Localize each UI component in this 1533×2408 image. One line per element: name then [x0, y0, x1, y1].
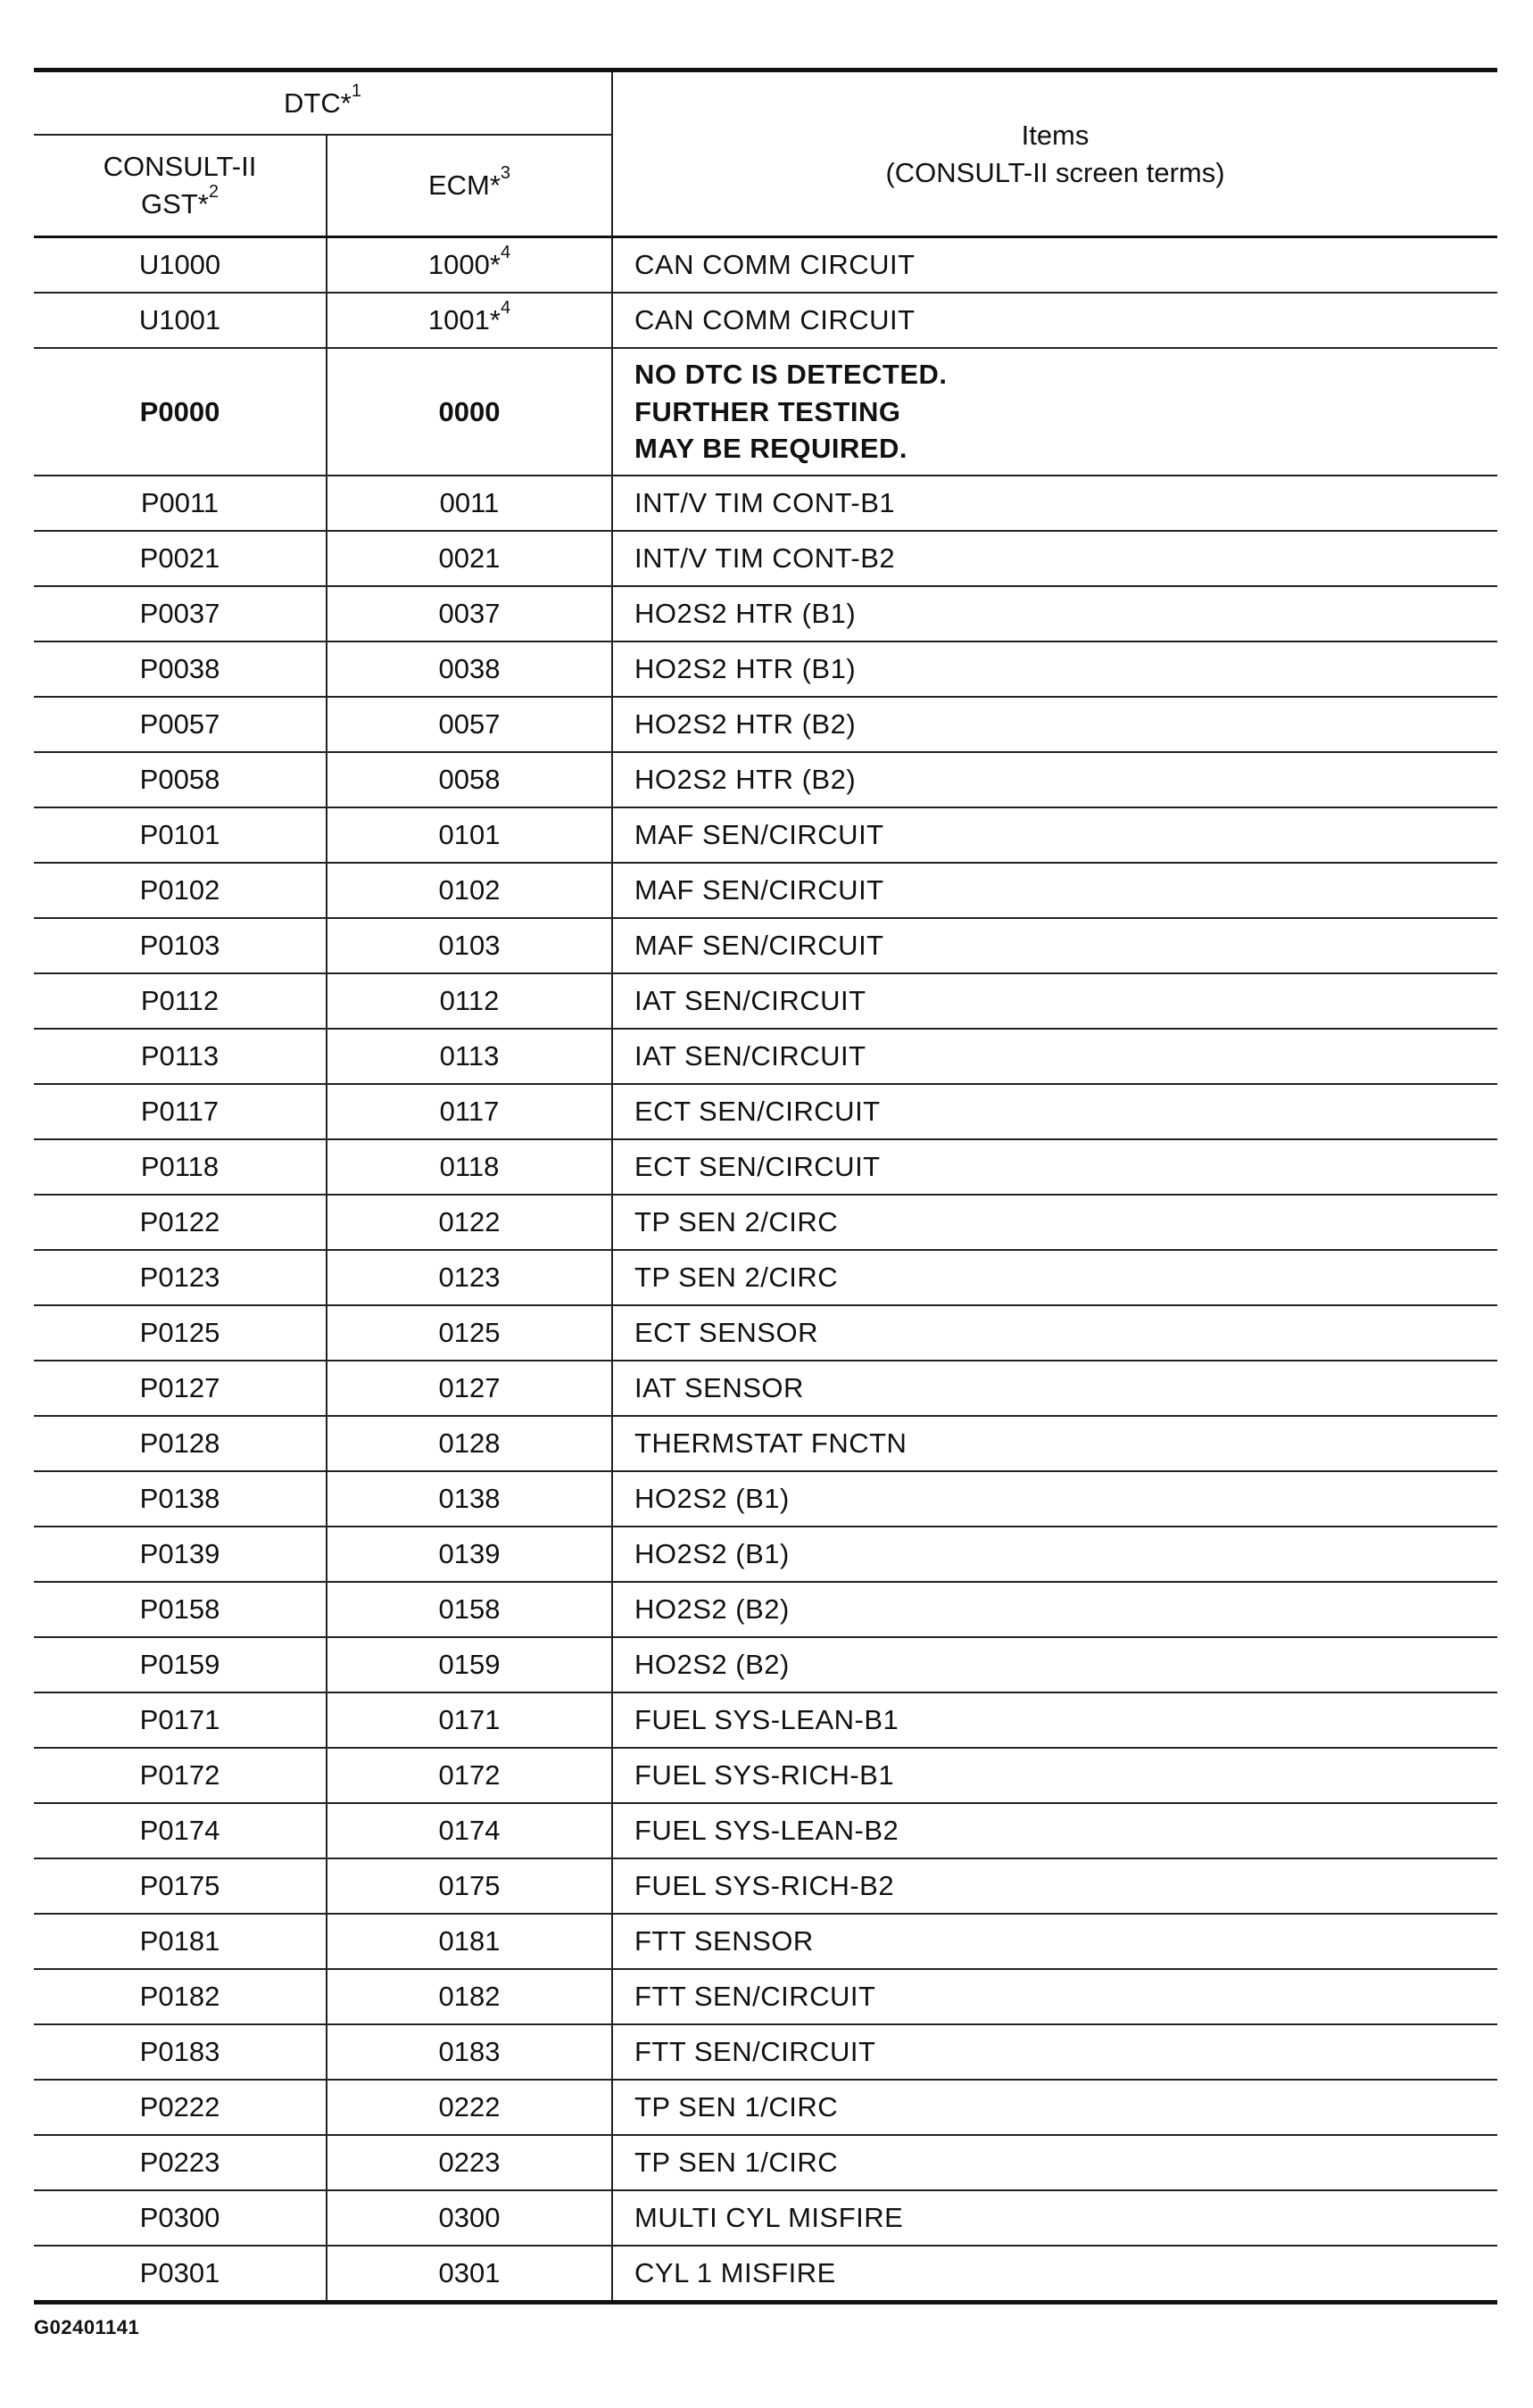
ecm-code-cell: 0171 — [327, 1692, 612, 1748]
table-header — [34, 70, 1497, 237]
gst-code-cell: P0037 — [34, 586, 327, 641]
gst-code-cell: P0112 — [34, 973, 327, 1029]
table-row — [34, 1803, 1497, 1858]
table-row — [34, 1029, 1497, 1084]
table-row — [34, 1084, 1497, 1139]
ecm-code-cell: 0159 — [327, 1637, 612, 1692]
gst-code-cell: P0127 — [34, 1361, 327, 1416]
table-row — [34, 752, 1497, 807]
table-row — [34, 293, 1497, 348]
item-cell: THERMSTAT FNCTN — [612, 1416, 1497, 1471]
gst-code-cell: P0182 — [34, 1969, 327, 2024]
item-cell: IAT SENSOR — [612, 1361, 1497, 1416]
item-cell: MULTI CYL MISFIRE — [612, 2190, 1497, 2246]
ecm-code-cell: 0000 — [327, 348, 612, 476]
gst-code-cell: P0158 — [34, 1582, 327, 1637]
item-cell: FTT SEN/CIRCUIT — [612, 1969, 1497, 2024]
ecm-code-cell: 0300 — [327, 2190, 612, 2246]
item-cell: IAT SEN/CIRCUIT — [612, 1029, 1497, 1084]
item-cell: IAT SEN/CIRCUIT — [612, 973, 1497, 1029]
table-row — [34, 531, 1497, 586]
item-cell: FTT SENSOR — [612, 1914, 1497, 1969]
item-cell: TP SEN 1/CIRC — [612, 2080, 1497, 2135]
table-row — [34, 2246, 1497, 2303]
table-row — [34, 1416, 1497, 1471]
gst-code-cell: P0101 — [34, 807, 327, 863]
ecm-code-cell: 0117 — [327, 1084, 612, 1139]
gst-code-cell: P0102 — [34, 863, 327, 918]
item-cell: NO DTC IS DETECTED. FURTHER TESTING MAY BE REQUIRED. — [612, 348, 1497, 476]
item-cell: MAF SEN/CIRCUIT — [612, 807, 1497, 863]
gst-code-cell: P0300 — [34, 2190, 327, 2246]
ecm-code-cell: 0123 — [327, 1250, 612, 1305]
ecm-code-cell: 0182 — [327, 1969, 612, 2024]
item-cell: CYL 1 MISFIRE — [612, 2246, 1497, 2303]
gst-code-cell: P0117 — [34, 1084, 327, 1139]
items-header-line2: (CONSULT-II screen terms) — [885, 156, 1225, 188]
dtc-table — [34, 68, 1497, 2305]
ecm-code-cell: 0102 — [327, 863, 612, 918]
table-row — [34, 1637, 1497, 1692]
item-cell: FTT SEN/CIRCUIT — [612, 2024, 1497, 2080]
item-cell: HO2S2 HTR (B1) — [612, 641, 1497, 697]
ecm-code-cell: 0122 — [327, 1195, 612, 1250]
item-cell: TP SEN 1/CIRC — [612, 2135, 1497, 2190]
figure-code: G02401141 — [34, 2316, 140, 2338]
item-cell: CAN COMM CIRCUIT — [612, 237, 1497, 294]
ecm-code-cell: 0058 — [327, 752, 612, 807]
gst-code-cell: P0057 — [34, 697, 327, 752]
gst-code-cell: P0222 — [34, 2080, 327, 2135]
gst-code-cell: P0000 — [34, 348, 327, 476]
item-cell: HO2S2 HTR (B2) — [612, 697, 1497, 752]
ecm-code-cell: 0175 — [327, 1858, 612, 1914]
table-row — [34, 1692, 1497, 1748]
table-row — [34, 807, 1497, 863]
ecm-code-cell: 0128 — [327, 1416, 612, 1471]
gst-code-cell: P0011 — [34, 476, 327, 531]
item-cell: FUEL SYS-LEAN-B1 — [612, 1692, 1497, 1748]
table-row — [34, 1858, 1497, 1914]
consult-gst-header: CONSULT-II GST*$^2$ — [34, 135, 327, 237]
table-row — [34, 641, 1497, 697]
item-cell: HO2S2 (B1) — [612, 1471, 1497, 1527]
ecm-code-cell: 0172 — [327, 1748, 612, 1803]
table-row — [34, 1305, 1497, 1361]
ecm-code-cell: 0037 — [327, 586, 612, 641]
ecm-code-cell: 1000*$^4$ — [327, 237, 612, 294]
item-cell: CAN COMM CIRCUIT — [612, 293, 1497, 348]
table-row — [34, 1139, 1497, 1195]
table-row — [34, 863, 1497, 918]
ecm-code-cell: 0183 — [327, 2024, 612, 2080]
ecm-code-cell: 0011 — [327, 476, 612, 531]
table-row — [34, 1195, 1497, 1250]
table-row — [34, 973, 1497, 1029]
gst-code-cell: P0175 — [34, 1858, 327, 1914]
items-header-line1: Items — [1021, 119, 1090, 151]
table-row — [34, 476, 1497, 531]
table-row — [34, 1361, 1497, 1416]
dtc-table-sheet — [34, 68, 1497, 2305]
item-cell: HO2S2 (B2) — [612, 1637, 1497, 1692]
ecm-code-cell: 0118 — [327, 1139, 612, 1195]
gst-code-cell: P0171 — [34, 1692, 327, 1748]
item-cell: HO2S2 HTR (B1) — [612, 586, 1497, 641]
table-row — [34, 348, 1497, 476]
ecm-header: ECM*$^3$ — [327, 135, 612, 237]
item-cell: HO2S2 (B2) — [612, 1582, 1497, 1637]
gst-code-cell: P0038 — [34, 641, 327, 697]
table-row — [34, 1471, 1497, 1527]
table-row — [34, 237, 1497, 294]
ecm-code-cell: 0038 — [327, 641, 612, 697]
ecm-code-cell: 0139 — [327, 1527, 612, 1582]
ecm-code-cell: 0138 — [327, 1471, 612, 1527]
gst-code-cell: U1001 — [34, 293, 327, 348]
ecm-code-cell: 0113 — [327, 1029, 612, 1084]
ecm-code-cell: 0127 — [327, 1361, 612, 1416]
dtc-group-header: DTC*$^1$ — [34, 70, 612, 136]
gst-code-cell: P0138 — [34, 1471, 327, 1527]
item-cell: MAF SEN/CIRCUIT — [612, 918, 1497, 973]
table-row — [34, 1914, 1497, 1969]
item-cell: FUEL SYS-RICH-B1 — [612, 1748, 1497, 1803]
gst-code-cell: P0183 — [34, 2024, 327, 2080]
ecm-code-cell: 1001*$^4$ — [327, 293, 612, 348]
gst-code-cell: P0174 — [34, 1803, 327, 1858]
gst-code-cell: P0103 — [34, 918, 327, 973]
table-row — [34, 1250, 1497, 1305]
ecm-code-cell: 0223 — [327, 2135, 612, 2190]
ecm-code-cell: 0174 — [327, 1803, 612, 1858]
table-row — [34, 2190, 1497, 2246]
item-cell: ECT SEN/CIRCUIT — [612, 1139, 1497, 1195]
item-cell: FUEL SYS-LEAN-B2 — [612, 1803, 1497, 1858]
gst-code-cell: U1000 — [34, 237, 327, 294]
gst-code-cell: P0118 — [34, 1139, 327, 1195]
gst-code-cell: P0021 — [34, 531, 327, 586]
ecm-code-cell: 0125 — [327, 1305, 612, 1361]
table-row — [34, 1582, 1497, 1637]
ecm-code-cell: 0158 — [327, 1582, 612, 1637]
item-cell: TP SEN 2/CIRC — [612, 1195, 1497, 1250]
gst-code-cell: P0122 — [34, 1195, 327, 1250]
item-cell: FUEL SYS-RICH-B2 — [612, 1858, 1497, 1914]
gst-code-cell: P0139 — [34, 1527, 327, 1582]
items-header — [612, 70, 1497, 237]
item-cell: TP SEN 2/CIRC — [612, 1250, 1497, 1305]
ecm-code-cell: 0112 — [327, 973, 612, 1029]
item-cell: HO2S2 HTR (B2) — [612, 752, 1497, 807]
table-row — [34, 1527, 1497, 1582]
item-cell: ECT SENSOR — [612, 1305, 1497, 1361]
table-row — [34, 586, 1497, 641]
gst-code-cell: P0159 — [34, 1637, 327, 1692]
ecm-code-cell: 0222 — [327, 2080, 612, 2135]
table-row — [34, 2080, 1497, 2135]
ecm-code-cell: 0103 — [327, 918, 612, 973]
item-cell: MAF SEN/CIRCUIT — [612, 863, 1497, 918]
table-row — [34, 1748, 1497, 1803]
table-row — [34, 697, 1497, 752]
table-body — [34, 237, 1497, 2303]
ecm-code-cell: 0301 — [327, 2246, 612, 2303]
table-row — [34, 2135, 1497, 2190]
gst-code-cell: P0058 — [34, 752, 327, 807]
gst-code-cell: P0172 — [34, 1748, 327, 1803]
ecm-code-cell: 0101 — [327, 807, 612, 863]
item-cell: ECT SEN/CIRCUIT — [612, 1084, 1497, 1139]
table-row — [34, 918, 1497, 973]
table-row — [34, 1969, 1497, 2024]
gst-code-cell: P0113 — [34, 1029, 327, 1084]
table-row — [34, 2024, 1497, 2080]
ecm-code-cell: 0057 — [327, 697, 612, 752]
item-cell: INT/V TIM CONT-B2 — [612, 531, 1497, 586]
item-cell: HO2S2 (B1) — [612, 1527, 1497, 1582]
item-cell: INT/V TIM CONT-B1 — [612, 476, 1497, 531]
ecm-code-cell: 0181 — [327, 1914, 612, 1969]
gst-code-cell: P0123 — [34, 1250, 327, 1305]
gst-code-cell: P0181 — [34, 1914, 327, 1969]
ecm-code-cell: 0021 — [327, 531, 612, 586]
gst-code-cell: P0128 — [34, 1416, 327, 1471]
gst-code-cell: P0301 — [34, 2246, 327, 2303]
gst-code-cell: P0223 — [34, 2135, 327, 2190]
gst-code-cell: P0125 — [34, 1305, 327, 1361]
